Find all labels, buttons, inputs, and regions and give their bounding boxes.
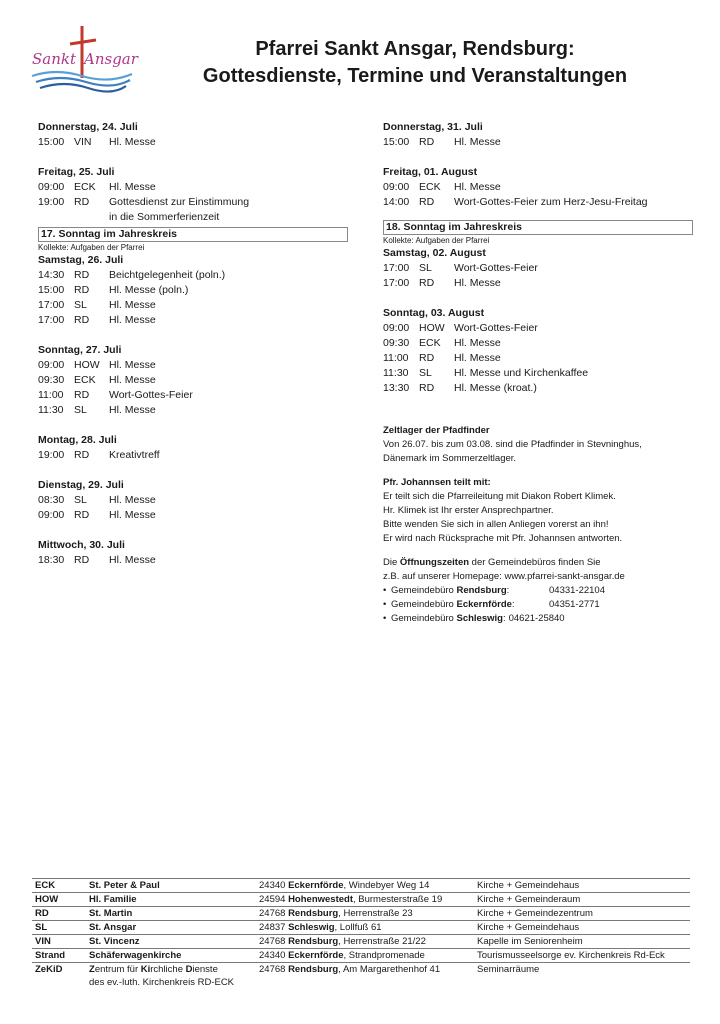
event-row [38,358,348,373]
event-row [38,135,348,150]
text-run: , Herrenstraße 23 [338,908,413,919]
event-time: 09:30 [38,374,65,386]
legend-use: Tourismusseelsorge ev. Kirchenkreis Rd-Eck [474,949,690,963]
office-item [383,584,693,598]
event-time: 18:30 [38,554,65,566]
event-desc: Kreativtreff [109,449,160,461]
office-phone: 04331-22104 [549,585,605,596]
event-time: 17:00 [383,277,410,289]
day-title: Sonntag, 27. Juli [38,344,122,356]
event-place: RD [419,382,435,394]
event-time: 09:30 [383,337,410,349]
event-time: 19:00 [38,196,65,208]
event-place: SL [74,404,87,416]
event-place: RD [74,314,90,326]
event-row [38,388,348,403]
event-desc: Hl. Messe [454,337,501,349]
text-bold: Eckernförde [456,599,512,610]
event-desc: Hl. Messe [109,181,156,193]
day-block [38,538,348,568]
legend-church [86,935,256,949]
day-block [38,478,348,523]
legend-address [256,921,474,935]
event-row [383,180,693,195]
day-block [383,165,693,210]
table-row [32,935,690,949]
event-time: 15:00 [38,136,65,148]
day-title: Samstag, 02. August [383,247,486,259]
legend-address [256,935,474,949]
day-title: Dienstag, 29. Juli [38,479,124,491]
event-place: RD [74,389,90,401]
text-run: 24768 [259,964,289,975]
event-desc: Hl. Messe [109,494,156,506]
day-block [38,343,348,418]
event-time: 17:00 [38,299,65,311]
event-desc: Hl. Messe [454,136,501,148]
event-time: 09:00 [383,322,410,334]
title-line-2: Gottesdienste, Termine und Veranstaltungen [202,65,628,87]
text-run: , Strandpromenade [343,950,425,961]
info-office-hours [383,556,693,626]
text-bold: Z [89,964,95,975]
event-desc: Hl. Messe [109,359,156,371]
event-row [383,366,693,381]
page-title [150,36,680,90]
text-bold: Rendsburg [288,936,339,947]
event-row [38,313,348,328]
text-bold: Öffnungszeiten [399,557,470,568]
office-item [383,598,693,612]
event-desc-continued: in die Sommerferienzeit [109,211,220,223]
event-row [38,493,348,508]
text-run: Gemeindebüro [391,599,457,610]
text-run: rchliche [150,964,186,975]
event-time: 14:00 [383,196,410,208]
bullet-icon: • [383,585,387,596]
event-place: RD [419,196,435,208]
text-bold: Schleswig [456,613,503,624]
kollekte-note: Kollekte: Aufgaben der Pfarrei [38,243,145,252]
logo-word-ansgar: Ansgar [84,50,138,68]
event-place: VIN [74,136,92,148]
info-text [383,556,693,570]
text-bold: Eckernförde [288,950,344,961]
event-row-continued [38,210,348,225]
event-place: RD [74,284,90,296]
event-place: RD [419,352,435,364]
church-name: St. Ansgar [89,922,137,933]
schedule-right-column [383,120,693,626]
legend-use: Kirche + Gemeindezentrum [474,907,690,921]
event-time: 14:30 [38,269,65,281]
event-desc: Hl. Messe [109,404,156,416]
text-run: , Windebyer Weg 14 [343,880,430,891]
info-camp [383,424,693,466]
event-place: RD [419,277,435,289]
event-time: 08:30 [38,494,65,506]
text-run: 24594 [259,894,289,905]
event-desc: Hl. Messe [109,314,156,326]
text-run: ienste [192,964,218,975]
office-list [383,584,693,626]
legend-abbr: VIN [32,935,86,949]
text-run: 24768 [259,908,289,919]
info-text: Von 26.07. bis zum 03.08. sind die Pfadfinder in Stevninghus, [383,439,642,450]
text-run: , Am Margarethenhof 41 [338,964,441,975]
event-time: 17:00 [383,262,410,274]
bullet-icon: • [383,599,387,610]
day-title: Montag, 28. Juli [38,434,117,446]
text-run: der Gemeindebüros finden Sie [469,557,601,568]
legend-abbr: SL [32,921,86,935]
table-row [32,921,690,935]
legend-use: Kirche + Gemeinderaum [474,893,690,907]
legend-church [86,907,256,921]
event-desc: Hl. Messe [109,509,156,521]
office-name [391,598,549,612]
text-run: 24837 [259,922,289,933]
office-phone: 04351-2771 [549,599,600,610]
event-row [383,195,693,210]
event-time: 15:00 [38,284,65,296]
event-place: RD [419,136,435,148]
church-name: St. Martin [89,908,133,919]
day-title: Samstag, 26. Juli [38,254,124,266]
title-line-1: Pfarrei Sankt Ansgar, Rendsburg: [255,38,575,60]
text-run: : [511,599,515,610]
day-title: Donnerstag, 24. Juli [38,121,138,133]
parish-logo [26,22,136,102]
zekid-line-2: des ev.-luth. Kirchenkreis RD-ECK [89,977,235,988]
text-bold: Ki [140,964,151,975]
text-run: 24340 [259,950,289,961]
event-desc: Hl. Messe [109,374,156,386]
event-time: 09:00 [38,359,65,371]
event-row [38,298,348,313]
event-desc: Wort-Gottes-Feier [454,262,538,274]
text-bold: Rendsburg [288,908,339,919]
event-desc: Hl. Messe [109,299,156,311]
event-place: RD [74,554,90,566]
text-run: Die [383,557,400,568]
office-name [391,584,549,598]
event-desc: Hl. Messe [454,352,501,364]
event-place: HOW [74,359,100,371]
event-row [383,321,693,336]
event-place: ECK [419,337,441,349]
kollekte-note: Kollekte: Aufgaben der Pfarrei [383,236,490,245]
event-place: RD [74,269,90,281]
legend-church [86,963,256,990]
day-block [383,120,693,150]
bullet-icon: • [383,613,387,624]
church-name: Hl. Familie [89,894,137,905]
homepage-text: z.B. auf unserer Homepage: www.pfarrei-sankt-ansgar.de [383,571,625,582]
church-name: St. Peter & Paul [89,880,160,891]
event-place: SL [74,299,87,311]
office-name [391,612,506,626]
text-bold: Rendsburg [456,585,507,596]
event-desc: Wort-Gottes-Feier zum Herz-Jesu-Freitag [454,196,648,208]
schedule-left-column [38,120,348,568]
event-place: HOW [419,322,445,334]
event-row [383,135,693,150]
event-place: ECK [74,181,96,193]
event-place: RD [74,509,90,521]
logo-word-sankt: Sankt [32,50,76,68]
event-time: 09:00 [383,181,410,193]
event-time: 11:00 [38,389,64,401]
text-run: Gemeindebüro [391,585,457,596]
info-text: Hr. Klimek ist Ihr erster Ansprechpartner. [383,505,554,516]
event-time: 11:30 [38,404,64,416]
legend-abbr: HOW [32,893,86,907]
legend-address [256,893,474,907]
event-desc: Hl. Messe [454,181,501,193]
event-time: 17:00 [38,314,65,326]
table-row [32,963,690,990]
table-row [32,907,690,921]
text-run: Gemeindebüro [391,613,457,624]
day-block [38,120,348,150]
sunday-title: 17. Sonntag im Jahreskreis [38,227,348,242]
text-bold: Eckernförde [288,880,344,891]
text-run: entrum für [94,964,141,975]
legend-use: Kapelle im Seniorenheim [474,935,690,949]
event-row [38,508,348,523]
event-row [38,180,348,195]
info-text: Er teilt sich die Pfarreileitung mit Diakon Robert Klimek. [383,491,616,502]
event-row [383,276,693,291]
event-desc: Hl. Messe (kroat.) [454,382,537,394]
zekid-line-1 [89,963,253,976]
legend-address [256,907,474,921]
event-time: 11:30 [383,367,409,379]
day-title: Freitag, 25. Juli [38,166,115,178]
day-block [38,253,348,328]
legend-abbr: ECK [32,879,86,893]
legend-address [256,879,474,893]
table-row [32,879,690,893]
info-camp-heading: Zeltlager der Pfadfinder [383,425,490,436]
text-bold: Rendsburg [288,964,339,975]
event-place: SL [419,262,432,274]
table-row [32,893,690,907]
legend-address [256,949,474,963]
text-run: 24340 [259,880,289,891]
event-time: 09:00 [38,509,65,521]
event-time: 09:00 [38,181,65,193]
office-item [383,612,693,626]
event-desc: Hl. Messe und Kirchenkaffee [454,367,589,379]
event-place: ECK [74,374,96,386]
event-place: SL [419,367,432,379]
day-block [383,306,693,396]
text-run: , Lollfuß 61 [334,922,382,933]
legend-address [256,963,474,990]
event-row [38,448,348,463]
event-row [38,403,348,418]
event-time: 13:30 [383,382,410,394]
table-row [32,949,690,963]
day-block [38,433,348,463]
text-run: : [506,585,510,596]
legend-church [86,921,256,935]
day-block [383,246,693,291]
legend-church [86,949,256,963]
day-title: Donnerstag, 31. Juli [383,121,483,133]
event-row [38,268,348,283]
event-desc: Beichtgelegenheit (poln.) [109,269,226,281]
day-title: Mittwoch, 30. Juli [38,539,125,551]
office-phone: 04621-25840 [508,613,565,624]
event-desc: Hl. Messe (poln.) [109,284,189,296]
text-run: , Burmesterstraße 19 [353,894,443,905]
event-row [38,553,348,568]
legend-church [86,879,256,893]
event-time: 11:00 [383,352,409,364]
legend-use: Seminarräume [477,964,540,975]
event-desc: Gottesdienst zur Einstimmung [109,196,250,208]
sunday-title: 18. Sonntag im Jahreskreis [383,220,693,235]
text-bold: D [185,964,193,975]
day-title: Freitag, 01. August [383,166,478,178]
text-bold: Hohenwestedt [288,894,353,905]
event-row [383,261,693,276]
day-block [38,165,348,225]
legend-use: Kirche + Gemeindehaus [474,921,690,935]
legend-abbr: Strand [32,949,86,963]
legend-church [86,893,256,907]
church-name: St. Vincenz [89,936,140,947]
legend-abbr: RD [32,907,86,921]
legend-use: Kirche + Gemeindehaus [474,879,690,893]
info-text: Bitte wenden Sie sich in allen Anliegen vorerst an ihn! [383,519,609,530]
info-text: Er wird nach Rücksprache mit Pfr. Johannsen antworten. [383,533,623,544]
event-place: RD [74,196,90,208]
event-time: 15:00 [383,136,410,148]
event-desc: Hl. Messe [454,277,501,289]
info-pastor [383,476,693,546]
event-desc: Hl. Messe [109,136,156,148]
info-text: Dänemark im Sommerzeltlager. [383,453,517,464]
event-time: 19:00 [38,449,65,461]
event-row [383,381,693,396]
event-desc: Wort-Gottes-Feier [109,389,193,401]
legend-abbr: ZeKiD [35,964,63,975]
info-pastor-heading: Pfr. Johannsen teilt mit: [383,477,491,488]
event-row [38,283,348,298]
locations-legend-table [32,878,690,989]
text-run: : [502,613,506,624]
event-desc: Wort-Gottes-Feier [454,322,538,334]
text-run: , Herrenstraße 21/22 [338,936,426,947]
church-name: Schäferwagenkirche [89,950,182,961]
event-place: RD [74,449,90,461]
event-place: ECK [419,181,441,193]
event-row [383,351,693,366]
day-title: Sonntag, 03. August [383,307,485,319]
text-bold: Schleswig [288,922,335,933]
event-place: SL [74,494,87,506]
event-row [38,195,348,210]
event-row [383,336,693,351]
event-row [38,373,348,388]
event-desc: Hl. Messe [109,554,156,566]
text-run: 24768 [259,936,289,947]
